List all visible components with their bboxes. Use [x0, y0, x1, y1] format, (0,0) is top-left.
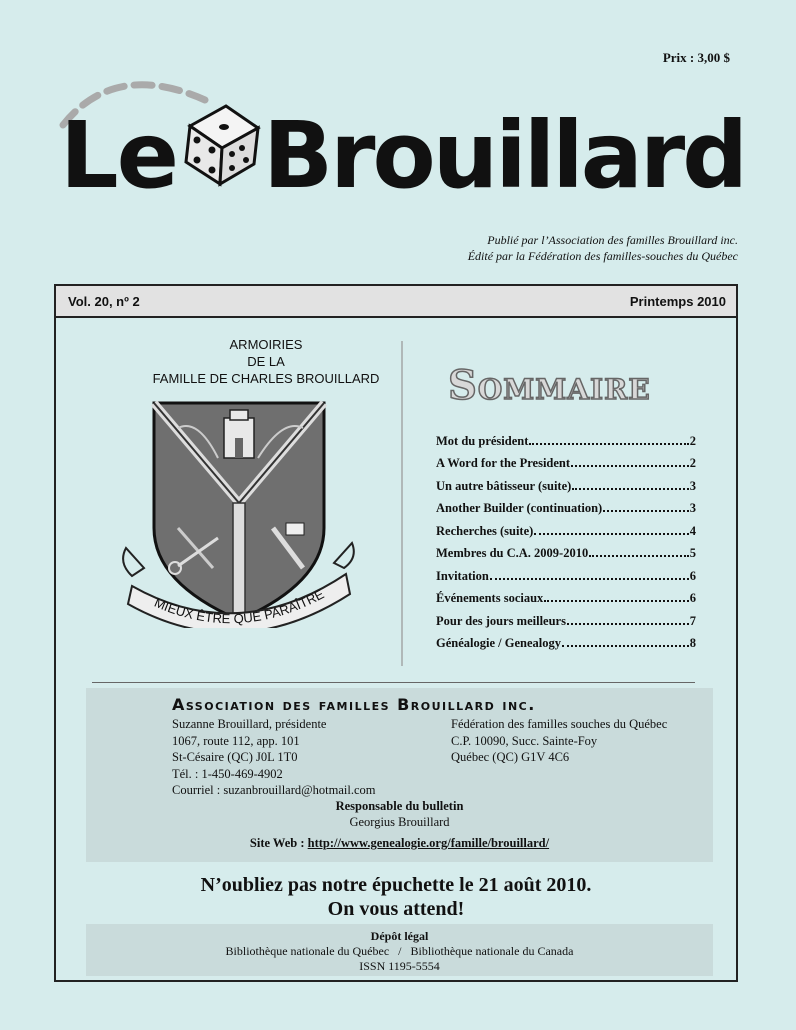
responsible-name: Georgius Brouillard — [349, 815, 450, 829]
bulletin-responsible — [86, 798, 713, 830]
toc-leader-dots — [544, 600, 688, 602]
publisher-line: Publié par l’Association des familles Brouillard inc. — [487, 233, 738, 247]
association-address — [172, 716, 375, 799]
toc-item-page: 4 — [689, 523, 696, 538]
masthead-title-brouillard: Brouillard — [263, 102, 746, 209]
toc-item-page: 7 — [689, 613, 696, 628]
toc-item — [436, 606, 696, 629]
toc-leader-dots — [571, 465, 689, 467]
address-line: Tél. : 1-450-469-4902 — [172, 766, 283, 781]
legal-deposit-heading: Dépôt légal — [370, 929, 429, 943]
address-line: Courriel : suzanbrouillard@hotmail.com — [172, 783, 376, 797]
reminder-line: N’oubliez pas notre épuchette le 21 août 2010. — [200, 874, 592, 896]
toc-leader-dots — [572, 488, 688, 490]
responsible-heading: Responsable du bulletin — [335, 799, 464, 813]
arms-heading — [141, 336, 391, 387]
toc-leader-dots — [490, 578, 689, 580]
toc-item-page: 2 — [689, 456, 696, 470]
association-title: Association des familles Brouillard inc. — [172, 695, 536, 714]
legal-deposit-libraries: Bibliothèque nationale du Québec / Bibliothèque nationale du Canada — [225, 944, 574, 958]
toc-leader-dots — [562, 645, 689, 647]
issue-bar — [56, 286, 736, 318]
toc-item-label: Invitation — [436, 568, 489, 583]
event-reminder — [56, 873, 736, 921]
toc-item — [436, 561, 696, 584]
toc-leader-dots — [567, 623, 689, 625]
toc-item — [436, 471, 696, 494]
toc-item-page: 8 — [689, 636, 696, 650]
masthead — [55, 70, 745, 220]
federation-address — [451, 716, 667, 766]
toc-leader-dots — [534, 533, 688, 535]
toc-item — [436, 539, 696, 562]
toc-leader-dots — [529, 443, 688, 445]
toc-item-label: Généalogie / Genealogy — [436, 636, 561, 650]
toc-item-page: 3 — [689, 501, 696, 515]
website-line — [86, 836, 713, 851]
website-label: Site Web : — [249, 836, 308, 850]
toc-item — [436, 494, 696, 517]
toc-item-label: Membres du C.A. 2009-2010 — [436, 546, 589, 560]
volume-label: Vol. 20, nº 2 — [68, 294, 140, 309]
toc-item-label: Recherches (suite) — [436, 523, 534, 538]
toc-item-label: Another Builder (continuation) — [436, 501, 603, 515]
publisher-credits — [468, 232, 738, 264]
address-line: St-Césaire (QC) J0L 1T0 — [172, 750, 298, 764]
toc-leader-dots — [589, 555, 689, 557]
toc-item-page: 6 — [689, 568, 696, 583]
column-divider — [401, 341, 403, 666]
toc-item — [436, 449, 696, 472]
toc-item — [436, 629, 696, 652]
toc-item-label: Mot du président — [436, 433, 529, 448]
address-line: 1067, route 112, app. 101 — [172, 733, 300, 748]
section-divider — [92, 682, 695, 683]
arms-heading-line: DE LA — [247, 354, 285, 369]
toc-leader-dots — [603, 510, 689, 512]
table-of-contents — [436, 426, 696, 651]
toc-item-label: Un autre bâtisseur (suite) — [436, 478, 572, 493]
arms-motto: MIEUX ÊTRE QUE PARAÎTRE — [152, 586, 327, 627]
legal-deposit-box — [86, 924, 713, 976]
content-frame — [54, 284, 738, 982]
toc-item-label: Événements sociaux — [436, 591, 544, 605]
issn-label: ISSN 1195-5554 — [359, 959, 440, 973]
toc-item-label: Pour des jours meilleurs — [436, 613, 566, 628]
address-line: C.P. 10090, Succ. Sainte-Foy — [451, 733, 598, 748]
toc-item-page: 2 — [689, 433, 696, 448]
address-line: Québec (QC) G1V 4C6 — [451, 750, 570, 764]
arms-heading-line: ARMOIRIES — [229, 337, 303, 352]
toc-item-page: 3 — [689, 478, 696, 493]
toc-item — [436, 426, 696, 449]
arms-heading-line: FAMILLE DE CHARLES BROUILLARD — [152, 371, 380, 386]
toc-item-page: 5 — [689, 546, 696, 560]
die-icon — [180, 98, 262, 188]
coat-of-arms-image — [118, 398, 358, 628]
website-link[interactable]: http://www.genealogie.org/famille/brouillard/ — [307, 836, 550, 850]
price-label: Prix : 3,00 $ — [662, 50, 730, 65]
toc-item — [436, 516, 696, 539]
season-label: Printemps 2010 — [629, 294, 726, 309]
toc-item-page: 6 — [689, 591, 696, 605]
reminder-line: On vous attend! — [327, 898, 465, 920]
address-line: Suzanne Brouillard, présidente — [172, 717, 327, 731]
editor-line: Édité par la Fédération des familles-souches du Québec — [467, 249, 738, 263]
address-line: Fédération des familles souches du Québec — [451, 717, 668, 731]
masthead-title-le: Le — [60, 102, 178, 209]
toc-item-label: A Word for the President — [436, 456, 571, 470]
sommaire-heading: Sommaire — [448, 362, 651, 409]
toc-item — [436, 584, 696, 607]
association-box — [86, 688, 713, 862]
